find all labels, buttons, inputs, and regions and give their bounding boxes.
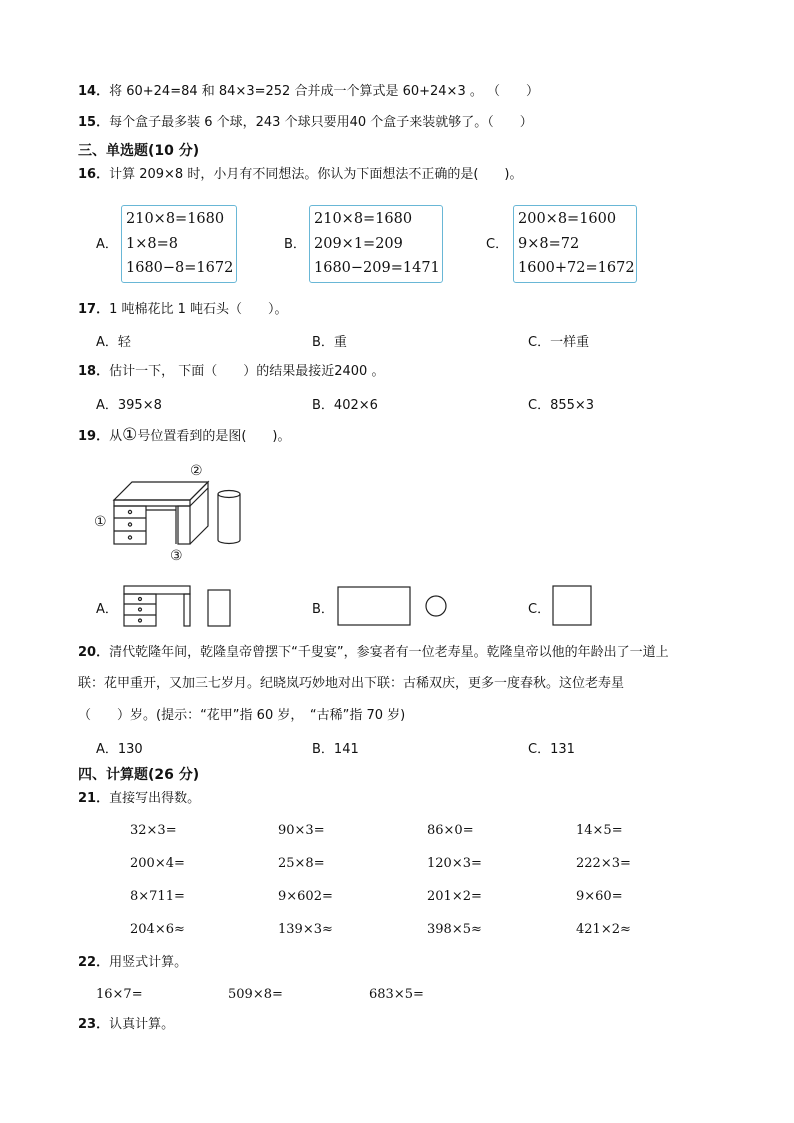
math-line: 200×8=1600 <box>518 211 617 227</box>
calc-item: 398×5≈ <box>427 922 482 937</box>
question-17 <box>78 300 288 320</box>
calc-item: 9×602= <box>278 889 333 904</box>
option-a: A．395×8 <box>96 398 162 413</box>
option-a: A．130 <box>96 742 143 757</box>
calc-item: 8×711= <box>130 889 185 904</box>
question-text: 直接写出得数。 <box>109 791 201 806</box>
option-c: C．一样重 <box>528 335 590 350</box>
question-text-post: 号位置看到的是图( )。 <box>137 429 291 444</box>
desk-and-cylinder-figure <box>90 460 260 570</box>
question-number: 16． <box>78 167 110 182</box>
question-21 <box>78 789 200 809</box>
calc-item: 200×4= <box>130 856 185 871</box>
question-number: 18． <box>78 364 110 379</box>
calc-item: 16×7= <box>96 987 143 1002</box>
option-b-label: B． <box>312 602 334 617</box>
question-16 <box>78 165 522 185</box>
section-heading-single-choice: 三、单选题(10 分) <box>78 143 200 159</box>
option-c: C．131 <box>528 742 575 757</box>
question-number: 22． <box>78 955 110 970</box>
position-circle-1: ① <box>122 425 138 445</box>
calc-item: 201×2= <box>427 889 482 904</box>
calc-item: 509×8= <box>228 987 283 1002</box>
option-c-figure <box>552 585 594 627</box>
calc-item: 683×5= <box>369 987 424 1002</box>
question-number: 21． <box>78 791 110 806</box>
question-19 <box>78 425 291 447</box>
option-a-figure <box>122 584 232 628</box>
option-b-figure <box>336 585 451 627</box>
question-number: 14． <box>78 84 110 99</box>
calc-item: 421×2≈ <box>576 922 631 937</box>
question-20-line-2: 联：花甲重开，又加三七岁月。纪晓岚巧妙地对出下联：古稀双庆，更多一度春秋。这位老寿星 <box>78 676 625 691</box>
question-20-line-1 <box>78 643 669 663</box>
marker-1: ① <box>94 514 107 530</box>
option-c: C．855×3 <box>528 398 595 413</box>
question-number: 23． <box>78 1017 110 1032</box>
question-text: 用竖式计算。 <box>109 955 188 970</box>
question-text: 估计一下， 下面（ ）的结果最接近2400 。 <box>109 364 385 379</box>
marker-2: ② <box>190 463 203 479</box>
math-line: 1680−209=1471 <box>314 260 440 276</box>
option-a: A．轻 <box>96 335 131 350</box>
option-c-label: C． <box>486 237 509 252</box>
option-b-label: B． <box>284 237 306 252</box>
question-text: 清代乾隆年间，乾隆皇帝曾摆下“千叟宴”，参宴者有一位老寿星。乾隆皇帝以他的年龄出了一道上 <box>109 645 669 660</box>
math-line: 9×8=72 <box>518 235 580 252</box>
math-line: 1×8=8 <box>126 235 178 252</box>
option-a-label: A． <box>96 602 118 617</box>
option-c-box <box>513 205 637 283</box>
math-line: 1680−8=1672 <box>126 260 234 276</box>
option-c-label: C． <box>528 602 551 617</box>
question-text: 计算 209×8 时，小月有不同想法。你认为下面想法不正确的是( )。 <box>109 167 523 182</box>
question-14 <box>78 82 539 102</box>
calc-item: 32×3= <box>130 823 177 838</box>
calc-item: 222×3= <box>576 856 631 871</box>
calc-item: 139×3≈ <box>278 922 333 937</box>
calc-item: 204×6≈ <box>130 922 185 937</box>
calc-item: 9×60= <box>576 889 623 904</box>
math-line: 210×8=1680 <box>126 211 225 227</box>
calc-item: 14×5= <box>576 823 623 838</box>
math-line: 1600+72=1672 <box>518 260 635 276</box>
option-b: B．402×6 <box>312 398 378 413</box>
question-number: 15． <box>78 115 110 130</box>
question-22 <box>78 953 187 973</box>
calc-item: 120×3= <box>427 856 482 871</box>
question-text: 认真计算。 <box>109 1017 175 1032</box>
question-number: 20． <box>78 645 110 660</box>
question-text: 每个盒子最多装 6 个球，243 个球只要用40 个盒子来装就够了。（ ） <box>109 115 533 130</box>
question-20-line-3: （ ）岁。(提示：“花甲”指 60 岁， “古稀”指 70 岁) <box>78 708 406 723</box>
option-a-box <box>121 205 237 283</box>
question-15 <box>78 113 533 133</box>
option-a-label: A． <box>96 237 118 252</box>
math-line: 209×1=209 <box>314 235 403 252</box>
calc-item: 25×8= <box>278 856 325 871</box>
option-b: B．141 <box>312 742 359 757</box>
question-text: 将 60+24=84 和 84×3=252 合并成一个算式是 60+24×3 。 （ ） <box>109 84 539 99</box>
option-b-box <box>309 205 443 283</box>
marker-3: ③ <box>170 548 183 564</box>
question-18 <box>78 362 384 382</box>
question-number: 19． <box>78 429 110 444</box>
question-number: 17． <box>78 302 110 317</box>
math-line: 210×8=1680 <box>314 211 413 227</box>
calc-item: 86×0= <box>427 823 474 838</box>
question-text: 1 吨棉花比 1 吨石头（ ）。 <box>109 302 288 317</box>
section-heading-calculation: 四、计算题(26 分) <box>78 767 200 783</box>
question-text-pre: 从 <box>109 429 123 444</box>
option-b: B．重 <box>312 335 347 350</box>
calc-item: 90×3= <box>278 823 325 838</box>
question-23 <box>78 1015 174 1035</box>
